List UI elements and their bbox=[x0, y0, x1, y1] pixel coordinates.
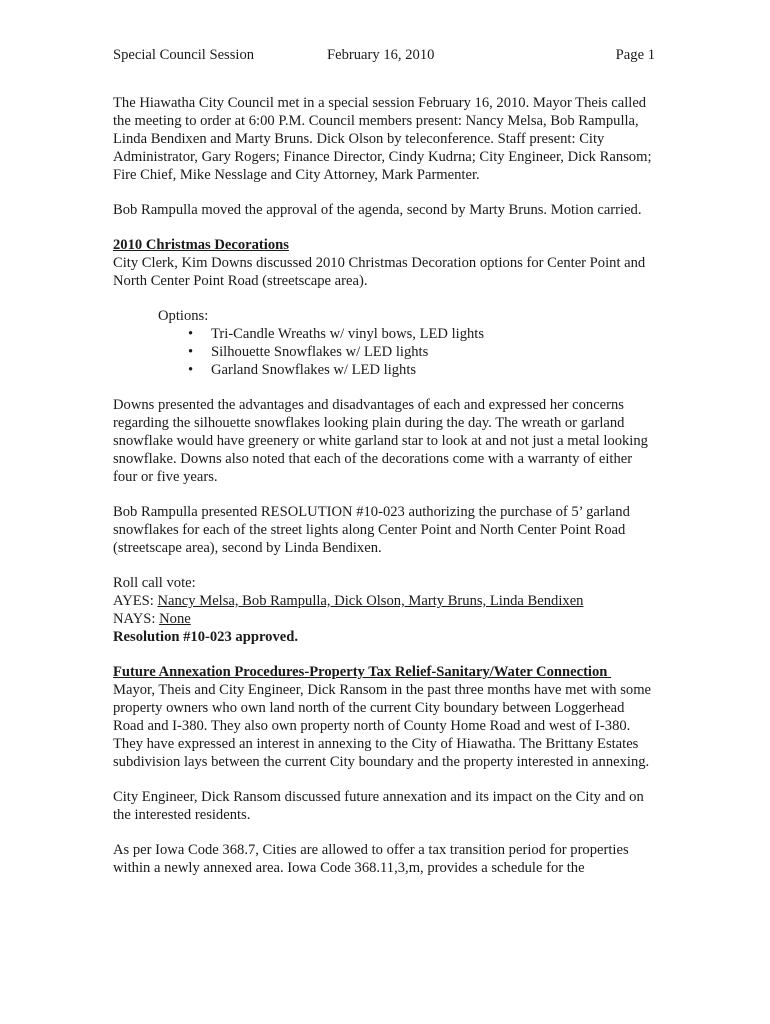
annexation-paragraph-1: Mayor, Theis and City Engineer, Dick Ransom in the past three months have met with some property owners who own land north of the current City boundary between Loggerhead Road and I-380. They also own property north of County Home Road and west of I-380. They have expressed an interest in annexing to the City of Hiawatha. The Brittany Estates subdivision lays between the current City boundary and the property interested in annexing. bbox=[113, 682, 652, 770]
page-header bbox=[113, 46, 658, 66]
resolution-approved: Resolution #10-023 approved. bbox=[113, 629, 299, 645]
ayes-names: Nancy Melsa, Bob Rampulla, Dick Olson, Marty Bruns, Linda Bendixen bbox=[157, 593, 584, 609]
options-block bbox=[158, 307, 658, 379]
agenda-approval-paragraph: Bob Rampulla moved the approval of the agenda, second by Marty Bruns. Motion carried. bbox=[113, 202, 642, 218]
ayes-line bbox=[113, 592, 658, 610]
document-page bbox=[113, 46, 658, 894]
option-text: Silhouette Snowflakes w/ LED lights bbox=[211, 344, 429, 360]
option-text: Tri-Candle Wreaths w/ vinyl bows, LED lights bbox=[211, 326, 485, 342]
nays-line bbox=[113, 610, 658, 628]
options-list bbox=[158, 325, 658, 379]
nays-label: NAYS: bbox=[113, 611, 160, 627]
header-session-title: Special Council Session bbox=[113, 47, 255, 63]
nays-names: None bbox=[159, 611, 191, 627]
roll-call-block bbox=[113, 574, 658, 646]
bullet-icon: • bbox=[188, 326, 194, 342]
ayes-label: AYES: bbox=[113, 593, 158, 609]
bullet-icon: • bbox=[188, 344, 194, 360]
option-text: Garland Snowflakes w/ LED lights bbox=[211, 362, 417, 378]
resolution-paragraph: Bob Rampulla presented RESOLUTION #10-023 authorizing the purchase of 5’ garland snowflakes for each of the street lights along Center Point and North Center Point Road (streetscape area), second by Linda Bendixen. bbox=[113, 504, 630, 556]
list-item bbox=[158, 343, 658, 361]
bullet-icon: • bbox=[188, 362, 194, 378]
annexation-paragraph-3: As per Iowa Code 368.7, Cities are allowed to offer a tax transition period for properties within a newly annexed area. Iowa Code 368.11,3,m, provides a schedule for the bbox=[113, 842, 629, 876]
opening-paragraph: The Hiawatha City Council met in a special session February 16, 2010. Mayor Theis called the meeting to order at 6:00 P.M. Council members present: Nancy Melsa, Bob Rampulla, Linda Bendixen and Marty Bruns. Dick Olson by teleconference. Staff present: City Administrator, Gary Rogers; Finance Director, Cindy Kudrna; City Engineer, Dick Ransom; Fire Chief, Mike Nesslage and City Attorney, Mark Parmenter. bbox=[113, 95, 652, 183]
section-future-annexation bbox=[113, 663, 658, 877]
header-page-number: Page 1 bbox=[615, 47, 655, 63]
header-date: February 16, 2010 bbox=[327, 47, 435, 63]
section-christmas-decorations bbox=[113, 236, 658, 646]
options-label: Options: bbox=[158, 308, 209, 324]
list-item bbox=[158, 361, 658, 379]
annexation-paragraph-2: City Engineer, Dick Ransom discussed future annexation and its impact on the City and on the interested residents. bbox=[113, 789, 644, 823]
section-title-annexation: Future Annexation Procedures-Property Tax Relief-Sanitary/Water Connection bbox=[113, 664, 612, 680]
christmas-intro-paragraph: City Clerk, Kim Downs discussed 2010 Christmas Decoration options for Center Point and North Center Point Road (streetscape area). bbox=[113, 255, 646, 289]
downs-discussion-paragraph: Downs presented the advantages and disadvantages of each and expressed her concerns regarding the silhouette snowflakes looking plain during the day. The wreath or garland snowflake would have greenery or white garland star to look at and not just a metal looking snowflake. Downs also noted that each of the decorations come with a warranty of either four or five years. bbox=[113, 397, 648, 485]
section-title-christmas: 2010 Christmas Decorations bbox=[113, 237, 289, 253]
list-item bbox=[158, 325, 658, 343]
roll-call-label: Roll call vote: bbox=[113, 575, 196, 591]
